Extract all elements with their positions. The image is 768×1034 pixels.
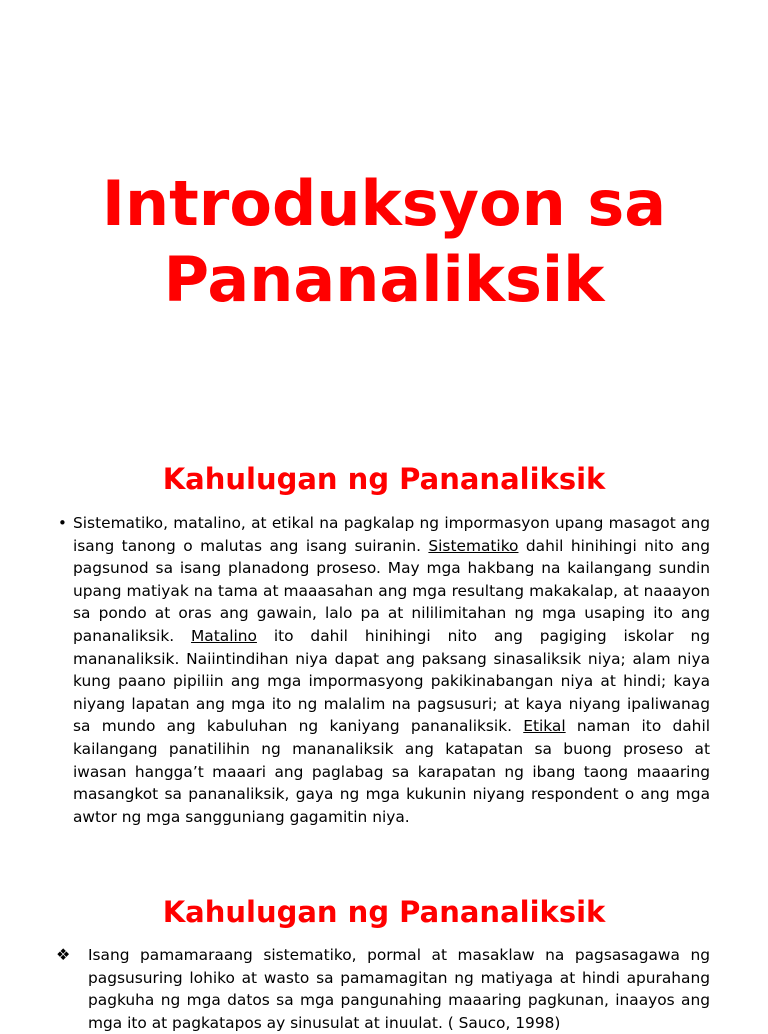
paragraph-text-1: Sistematiko, matalino, at etikal na pagkalap ng impormasyon upang masagot ang isang tanong o malutas ang isang suiranin. [73, 514, 710, 555]
bullet-paragraph: Isang pamamaraang sistematiko, pormal at masaklaw na pagsasagawa ng pagsusuring lohiko at wasto sa pamamagitan ng matiyaga at hindi apurahang pagkuha ng mga datos sa mga pangunahing maaaring pagkunan, inaayos ang mga ito at pagkatapos ay sinusulat at inuulat. ( Sauco, 1998) [88, 946, 710, 1032]
paragraph-text-3: ito dahil hinihingi nito ang pagiging iskolar ng mananaliksik. Naiintindihan niya dapat ang paksang sinasaliksik niya; alam niya kung paano pipiliin ang mga impormasyong pakikinabangan niya at hindi; kaya niyang lapatan ang mga ito ng malalim na pagsusuri; at kaya niyang ipaliwanag sa mundo ang kabuluhan ng kaniyang pananaliksik. [73, 626, 711, 736]
title-line-1: Introduksyon sa [101, 167, 667, 240]
paragraph-text-2: dahil hinihingi nito ang pagsunod sa isang planadong proseso. May mga hakbang na kailangang sundin upang matiyak na tama at maaasahan ang mga resultang makakalap, at naaayon sa pondo at oras ang gawain, lalo pa at nililimitahan ng mga usaping ito ang pananaliksik. [73, 536, 710, 645]
term-matalino: Matalino [191, 626, 257, 645]
section-1-body [58, 512, 710, 828]
bullet-dot-icon: • [58, 514, 67, 532]
bullet-paragraph [73, 512, 710, 828]
paragraph-text-4: naman ito dahil kailangang panatilihin ng mananaliksik ang katapatan sa buong proseso at iwasan hangga’t maaari ang paglabag sa karapatan ng ibang taong maaaring masangkot sa pananaliksik, gaya ng mga kukunin niyang respondent o ang mga awtor ng mga sangguniang gagamitin niya. [73, 717, 710, 826]
section-2-body [56, 944, 710, 1034]
term-etikal: Etikal [523, 717, 566, 736]
diamond-bullet-icon: ❖ [56, 945, 71, 964]
title-line-2: Pananaliksik [163, 243, 605, 316]
section-2-heading: Kahulugan ng Pananaliksik [162, 895, 606, 929]
bullet-item [58, 512, 710, 828]
document-title [0, 166, 768, 318]
section-1-heading: Kahulugan ng Pananaliksik [162, 462, 606, 496]
term-sistematiko: Sistematiko [428, 536, 519, 555]
bullet-item [56, 944, 710, 1034]
